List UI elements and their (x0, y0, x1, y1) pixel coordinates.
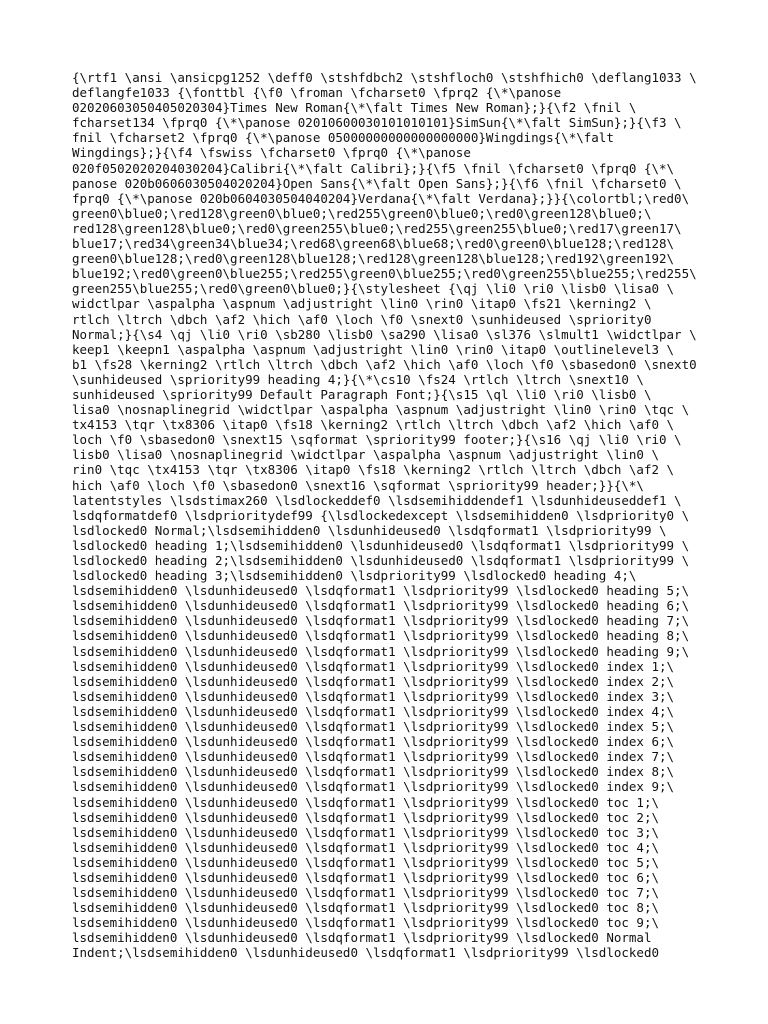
text-line: lsdsemihidden0 \lsdunhideused0 \lsdqformat1 \lsdpriority99 \lsdlocked0 index 2;\ (72, 673, 675, 689)
text-line: fcharset134 \fprq0 {\*\panose 02010600030101010101}SimSun{\*\falt SimSun};}{\f3 \ (72, 115, 682, 131)
text-line: lsdsemihidden0 \lsdunhideused0 \lsdqformat1 \lsdpriority99 \lsdlocked0 toc 1;\ (72, 794, 659, 810)
text-line: lsdsemihidden0 \lsdunhideused0 \lsdqformat1 \lsdpriority99 \lsdlocked0 heading 7;\ (72, 613, 690, 629)
text-line: sunhideused \spriority99 Default Paragraph Font;}{\s15 \ql \li0 \ri0 \lisb0 \ (72, 386, 652, 402)
text-line: lsdsemihidden0 \lsdunhideused0 \lsdqformat1 \lsdpriority99 \lsdlocked0 index 5;\ (72, 719, 675, 735)
text-line: red128\green128\blue0;\red0\green255\blue0;\red255\green255\blue0;\red17\green17\ (72, 220, 682, 236)
text-line: lsdsemihidden0 \lsdunhideused0 \lsdqformat1 \lsdpriority99 \lsdlocked0 toc 5;\ (72, 854, 659, 870)
text-line: lsdsemihidden0 \lsdunhideused0 \lsdqformat1 \lsdpriority99 \lsdlocked0 heading 6;\ (72, 598, 690, 614)
text-line: 020f0502020204030204}Calibri{\*\falt Calibri};}{\f5 \fnil \fcharset0 \fprq0 {\*\ (72, 160, 675, 176)
text-line: green255\blue255;\red0\green0\blue0;}{\stylesheet {\qj \li0 \ri0 \lisb0 \lisa0 \ (72, 281, 675, 297)
text-line: {\rtf1 \ansi \ansicpg1252 \deff0 \stshfdbch2 \stshfloch0 \stshfhich0 \deflang1033 \ (72, 70, 697, 85)
text-line: hich \af0 \loch \f0 \sbasedon0 \snext16 \sqformat \spriority99 header;}}{\*\ (72, 477, 644, 493)
text-line: lsdsemihidden0 \lsdunhideused0 \lsdqformat1 \lsdpriority99 \lsdlocked0 toc 7;\ (72, 885, 659, 901)
text-line: lsdsemihidden0 \lsdunhideused0 \lsdqformat1 \lsdpriority99 \lsdlocked0 toc 2;\ (72, 809, 659, 825)
text-line: Normal;}{\s4 \qj \li0 \ri0 \sb280 \lisb0 \sa290 \lisa0 \sl376 \slmult1 \widctlpar \ (72, 326, 697, 342)
text-line: green0\blue128;\red0\green128\blue128;\red128\green128\blue128;\red192\green192\ (72, 251, 675, 267)
text-line: Wingdings};}{\f4 \fswiss \fcharset0 \fprq0 {\*\panose (72, 145, 471, 161)
text-line: widctlpar \aspalpha \aspnum \adjustright \lin0 \rin0 \itap0 \fs21 \kerning2 \ (72, 296, 652, 312)
text-line: lsdlocked0 heading 2;\lsdsemihidden0 \lsdunhideused0 \lsdqformat1 \lsdpriority99 \ (72, 553, 690, 568)
text-line: lsdsemihidden0 \lsdunhideused0 \lsdqformat1 \lsdpriority99 \lsdlocked0 index 4;\ (72, 703, 675, 719)
text-line: blue17;\red34\green34\blue34;\red68\green68\blue68;\red0\green0\blue128;\red128\ (72, 236, 675, 252)
text-line: green0\blue0;\red128\green0\blue0;\red255\green0\blue0;\red0\green128\blue0;\ (72, 205, 652, 221)
rtf-source-text (72, 70, 702, 961)
text-line: rin0 \tqc \tx4153 \tqr \tx8306 \itap0 \fs18 \kerning2 \rtlch \ltrch \dbch \af2 \ (72, 462, 675, 478)
text-line: rtlch \ltrch \dbch \af2 \hich \af0 \loch \f0 \snext0 \sunhideused \spriority0 (72, 311, 652, 327)
text-line: lsdlocked0 Normal;\lsdsemihidden0 \lsdunhideused0 \lsdqformat1 \lsdpriority99 \ (72, 522, 667, 538)
text-line: lsdsemihidden0 \lsdunhideused0 \lsdqformat1 \lsdpriority99 \lsdlocked0 index 9;\ (72, 779, 675, 795)
text-line: lsdsemihidden0 \lsdunhideused0 \lsdqformat1 \lsdpriority99 \lsdlocked0 toc 4;\ (72, 839, 659, 855)
text-line: b1 \fs28 \kerning2 \rtlch \ltrch \dbch \af2 \hich \af0 \loch \f0 \sbasedon0 \snext0 (72, 356, 697, 372)
text-line: lsdsemihidden0 \lsdunhideused0 \lsdqformat1 \lsdpriority99 \lsdlocked0 heading 5;\ (72, 583, 690, 599)
text-line: lsdlocked0 heading 1;\lsdsemihidden0 \lsdunhideused0 \lsdqformat1 \lsdpriority99 \ (72, 537, 690, 553)
text-line: panose 020b0606030504020204}Open Sans{\*\falt Open Sans};}{\f6 \fnil \fcharset0 \ (72, 175, 682, 191)
text-line: 02020603050405020304}Times New Roman{\*\falt Times New Roman};}{\f2 \fnil \ (72, 100, 637, 116)
text-line: latentstyles \lsdstimax260 \lsdlockeddef0 \lsdsemihiddendef1 \lsdunhideuseddef1 \ (72, 492, 682, 508)
text-line: lsdsemihidden0 \lsdunhideused0 \lsdqformat1 \lsdpriority99 \lsdlocked0 toc 9;\ (72, 915, 659, 931)
text-line: lsdsemihidden0 \lsdunhideused0 \lsdqformat1 \lsdpriority99 \lsdlocked0 index 6;\ (72, 734, 675, 750)
text-line: fnil \fcharset2 \fprq0 {\*\panose 05000000000000000000}Wingdings{\*\falt (72, 130, 614, 146)
text-line: lsdlocked0 heading 3;\lsdsemihidden0 \lsdpriority99 \lsdlocked0 heading 4;\ (72, 568, 637, 584)
text-line: lsdsemihidden0 \lsdunhideused0 \lsdqformat1 \lsdpriority99 \lsdlocked0 heading 9;\ (72, 643, 690, 659)
text-line: lsdsemihidden0 \lsdunhideused0 \lsdqformat1 \lsdpriority99 \lsdlocked0 index 1;\ (72, 658, 675, 674)
text-line: lsdqformatdef0 \lsdprioritydef99 {\lsdlockedexcept \lsdsemihidden0 \lsdpriority0 \ (72, 507, 690, 523)
text-line: deflangfe1033 {\fonttbl {\f0 \froman \fcharset0 \fprq2 {\*\panose (72, 85, 562, 101)
text-line: tx4153 \tqr \tx8306 \itap0 \fs18 \kerning2 \rtlch \ltrch \dbch \af2 \hich \af0 \ (72, 417, 675, 433)
text-line: keep1 \keepn1 \aspalpha \aspnum \adjustright \lin0 \rin0 \itap0 \outlinelevel3 \ (72, 341, 675, 357)
text-line: blue192;\red0\green0\blue255;\red255\green0\blue255;\red0\green255\blue255;\red255\ (72, 266, 697, 282)
text-line: lsdsemihidden0 \lsdunhideused0 \lsdqformat1 \lsdpriority99 \lsdlocked0 index 7;\ (72, 749, 675, 765)
text-line: Indent;\lsdsemihidden0 \lsdunhideused0 \lsdqformat1 \lsdpriority99 \lsdlocked0 (72, 945, 659, 961)
text-line: lsdsemihidden0 \lsdunhideused0 \lsdqformat1 \lsdpriority99 \lsdlocked0 toc 6;\ (72, 869, 659, 885)
text-line: fprq0 {\*\panose 020b0604030504040204}Verdana{\*\falt Verdana};}}{\colortbl;\red0\ (72, 190, 690, 206)
text-line: \sunhideused \spriority99 heading 4;}{\*\cs10 \fs24 \rtlch \ltrch \snext10 \ (72, 371, 644, 387)
text-line: lsdsemihidden0 \lsdunhideused0 \lsdqformat1 \lsdpriority99 \lsdlocked0 index 3;\ (72, 688, 675, 704)
text-line: lsdsemihidden0 \lsdunhideused0 \lsdqformat1 \lsdpriority99 \lsdlocked0 toc 8;\ (72, 900, 659, 916)
text-line: lsdsemihidden0 \lsdunhideused0 \lsdqformat1 \lsdpriority99 \lsdlocked0 index 8;\ (72, 764, 675, 780)
text-line: lsdsemihidden0 \lsdunhideused0 \lsdqformat1 \lsdpriority99 \lsdlocked0 Normal (72, 930, 652, 946)
text-line: lisb0 \lisa0 \nosnaplinegrid \widctlpar \aspalpha \aspnum \adjustright \lin0 \ (72, 447, 659, 463)
text-line: loch \f0 \sbasedon0 \snext15 \sqformat \spriority99 footer;}{\s16 \qj \li0 \ri0 \ (72, 432, 682, 448)
text-line: lisa0 \nosnaplinegrid \widctlpar \aspalpha \aspnum \adjustright \lin0 \rin0 \tqc \ (72, 402, 690, 418)
text-line: lsdsemihidden0 \lsdunhideused0 \lsdqformat1 \lsdpriority99 \lsdlocked0 toc 3;\ (72, 824, 659, 840)
text-line: lsdsemihidden0 \lsdunhideused0 \lsdqformat1 \lsdpriority99 \lsdlocked0 heading 8;\ (72, 628, 690, 644)
